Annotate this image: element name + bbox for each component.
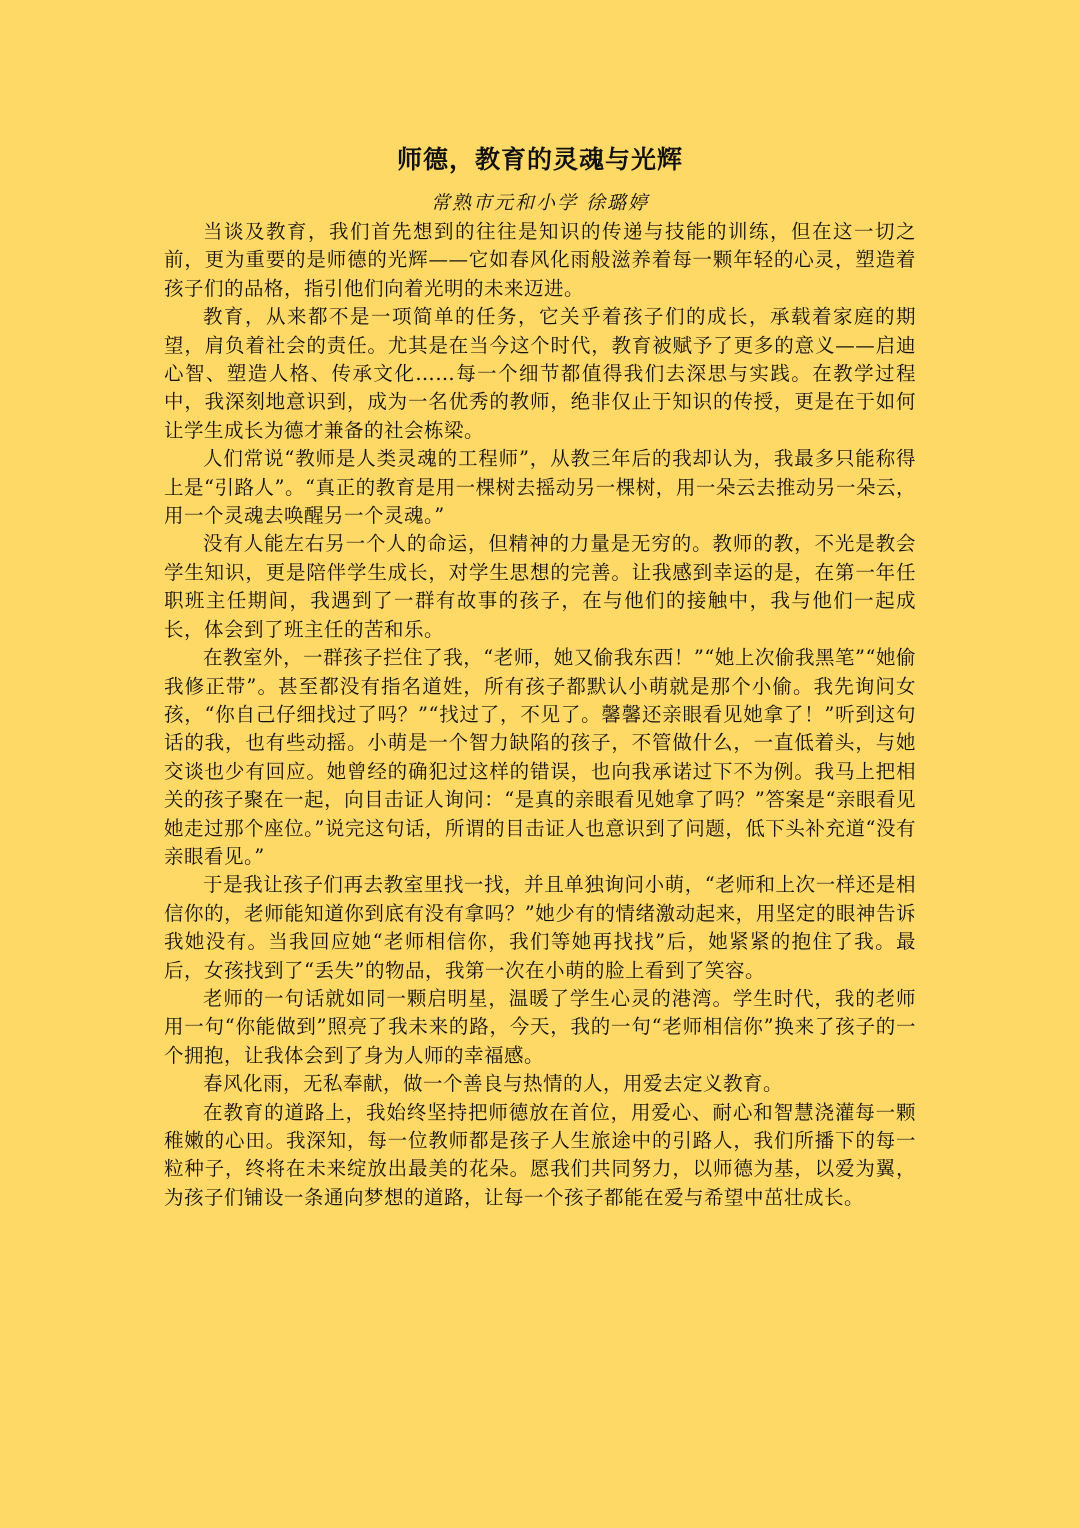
paragraph-conclusion: 在教育的道路上，我始终坚持把师德放在首位，用爱心、耐心和智慧浇灌每一颗稚嫩的心田。我深知，每一位教师都是孩子人生旅途中的引路人，我们所播下的每一粒种子，终将在未来绽放出最美的花朵。愿我们共同努力，以师德为基，以爱为翼，为孩子们铺设一条通向梦想的道路，让每一个孩子都能在爱与希望中茁壮成长。 bbox=[164, 1100, 916, 1209]
paragraph-education-task: 教育，从来都不是一项简单的任务，它关乎着孩子们的成长，承载着家庭的期望，肩负着社会的责任。尤其是在当今这个时代，教育被赋予了更多的意义——启迪心智、塑造人格、传承文化……每一个细节都值得我们去深思与实践。在教学过程中，我深刻地意识到，成为一名优秀的教师，绝非仅止于知识的传授，更是在于如何让学生成长为德才兼备的社会栋梁。 bbox=[164, 305, 916, 442]
paragraph-intro: 当谈及教育，我们首先想到的往往是知识的传递与技能的训练，但在这一切之前，更为重要的是师德的光辉——它如春风化雨般滋养着每一颗年轻的心灵，塑造着孩子们的品格，指引他们向着光明的未来迈进。 bbox=[164, 220, 916, 300]
author-byline: 常熟市元和小学 徐璐婷 bbox=[430, 192, 650, 214]
article-title: 师德，教育的灵魂与光辉 bbox=[396, 145, 683, 174]
paragraph-spirit: 没有人能左右另一个人的命运，但精神的力量是无穷的。教师的教，不光是教会学生知识，更是陪伴学生成长，对学生思想的完善。让我感到幸运的是，在第一年任职班主任期间，我遇到了一群有故事的孩子，在与他们的接触中，我与他们一起成长，体会到了班主任的苦和乐。 bbox=[164, 532, 916, 641]
article bbox=[164, 140, 916, 1212]
paragraph-morning-star: 老师的一句话就如同一颗启明星，温暖了学生心灵的港湾。学生时代，我的老师用一句“你能做到”照亮了我未来的路，今天，我的一句“老师相信你”换来了孩子的一个拥抱，让我体会到了身为人师的幸福感。 bbox=[164, 986, 916, 1067]
paragraph-trust: 于是我让孩子们再去教室里找一找，并且单独询问小萌，“老师和上次一样还是相信你的，老师能知道你到底有没有拿吗？”她少有的情绪激动起来，用坚定的眼神告诉我她没有。当我回应她“老师相信你，我们等她再找找”后，她紧紧的抱住了我。最后，女孩找到了“丢失”的物品，我第一次在小萌的脸上看到了笑容。 bbox=[164, 873, 916, 982]
paragraph-classroom-story: 在教室外，一群孩子拦住了我，“老师，她又偷我东西！”“她上次偷我黑笔”“她偷我修正带”。甚至都没有指名道姓，所有孩子都默认小萌就是那个小偷。我先询问女孩，“你自己仔细找过了吗？”“找过了，不见了。馨馨还亲眼看见她拿了！”听到这句话的我，也有些动摇。小萌是一个智力缺陷的孩子，不管做什么，一直低着头，与她交谈也少有回应。她曾经的确犯过这样的错误，也向我承诺过下不为例。我马上把相关的孩子聚在一起，向目击证人询问：“是真的亲眼看见她拿了吗？”答案是“亲眼看见她走过那个座位。”说完这句话，所谓的目击证人也意识到了问题，低下头补充道“没有亲眼看见。” bbox=[164, 646, 916, 868]
paragraph-guide: 人们常说“教师是人类灵魂的工程师”，从教三年后的我却认为，我最多只能称得上是“引路人”。“真正的教育是用一棵树去摇动另一棵树，用一朵云去推动另一朵云，用一个灵魂去唤醒另一个灵魂。” bbox=[164, 447, 916, 528]
paragraph-motto: 春风化雨，无私奉献，做一个善良与热情的人，用爱去定义教育。 bbox=[203, 1072, 784, 1096]
